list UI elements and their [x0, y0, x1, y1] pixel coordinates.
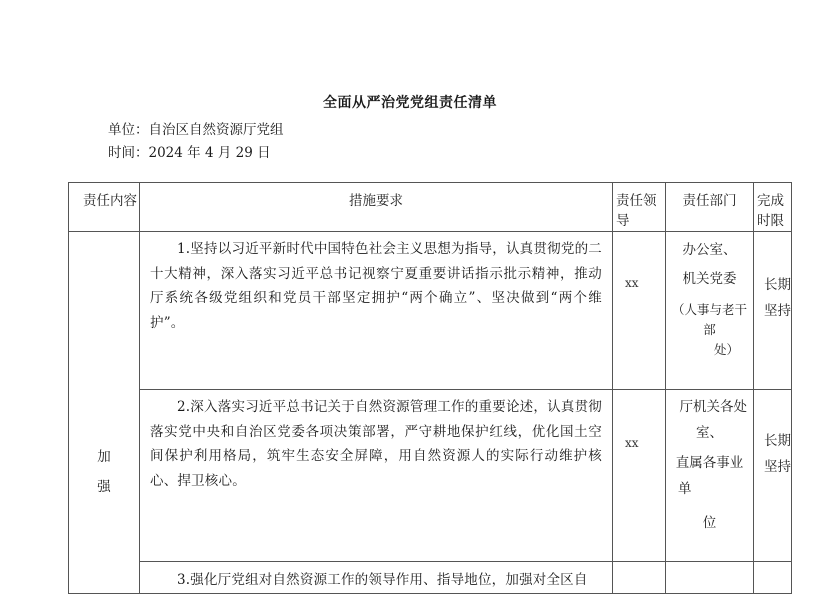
responsibility-table	[68, 182, 792, 594]
leader-cell: xx	[613, 232, 666, 390]
measure-cell: 2.深入落实习近平总书记关于自然资源管理工作的重要论述，认真贯彻落实党中央和自治区党委各项决策部署，严守耕地保护红线，优化国土空间保护利用格局，筑牢生态安全屏障，用自然资源人的实际行动维护核心、捍卫核心。	[140, 390, 613, 562]
table-row	[69, 562, 792, 594]
header-measures: 措施要求	[140, 183, 613, 232]
category-char: 强	[97, 479, 111, 495]
deadline-cell: 长期坚持	[754, 390, 792, 562]
measure-cell: 3.强化厅党组对自然资源工作的领导作用、指导地位，加强对全区自	[140, 562, 613, 594]
unit-line: 单位：自治区自然资源厅党组	[108, 122, 284, 138]
header-leader: 责任领导	[613, 183, 666, 232]
category-cell	[69, 232, 140, 594]
category-char: 加	[97, 449, 111, 465]
leader-cell: xx	[613, 390, 666, 562]
department-cell: 办公室、 机关党委 （人事与老干部 处）	[666, 232, 754, 390]
header-department: 责任部门	[666, 183, 754, 232]
table-row	[69, 232, 792, 390]
leader-cell	[613, 562, 666, 594]
department-cell: 厅机关各处 室、 直属各事业 单 位	[666, 390, 754, 562]
header-deadline: 完成时限	[754, 183, 792, 232]
header-content: 责任内容	[69, 183, 140, 232]
document-title: 全面从严治党党组责任清单	[323, 95, 497, 111]
measure-cell: 1.坚持以习近平新时代中国特色社会主义思想为指导，认真贯彻党的二十大精神，深入落实习近平总书记视察宁夏重要讲话指示批示精神，推动厅系统各级党组织和党员干部坚定拥护“两个确立”、坚决做到“两个维护”。	[140, 232, 613, 390]
date-line: 时间：2024 年 4 月 29 日	[108, 145, 271, 161]
department-cell	[666, 562, 754, 594]
deadline-cell: 长期坚持	[754, 232, 792, 390]
deadline-cell	[754, 562, 792, 594]
table-header-row	[69, 183, 792, 232]
table-row	[69, 390, 792, 562]
